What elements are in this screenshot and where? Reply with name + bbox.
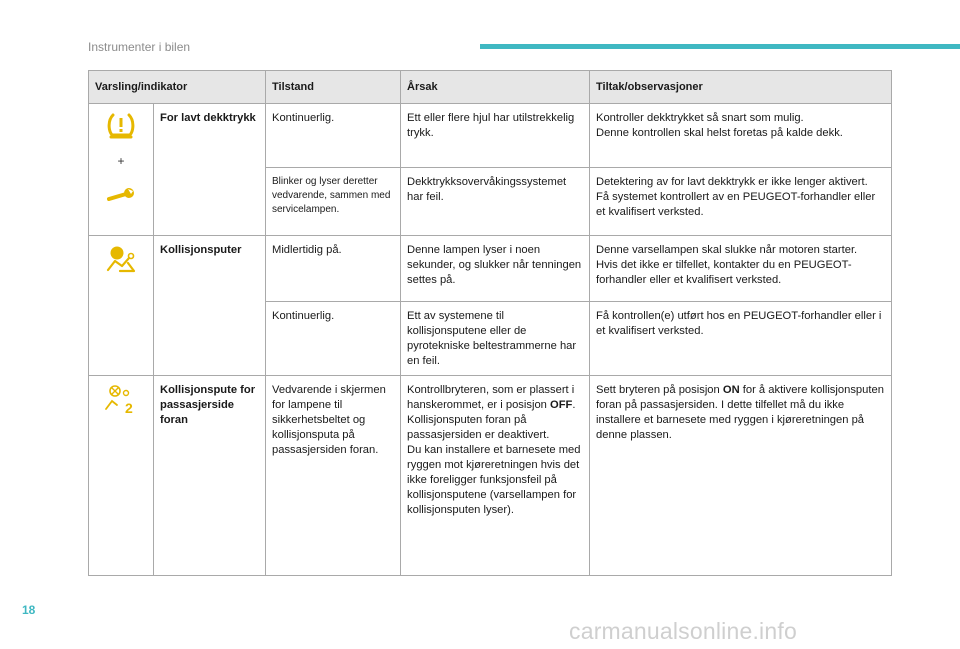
tpms-icon-cell xyxy=(89,104,154,236)
state-cell: Blinker og lyser deretter vedvarende, sammen med servicelampen. xyxy=(266,168,401,236)
table-row xyxy=(89,104,892,168)
table-row xyxy=(89,376,892,576)
action-cell xyxy=(590,302,892,376)
cause-cell: Ett av systemene til kollisjonsputene eller de pyrotekniske beltestrammerne har en feil. xyxy=(401,302,590,376)
action-line: Få systemet kontrollert av en PEUGEOT-forhandler eller et kvalifisert verksted. xyxy=(596,191,876,218)
passenger-airbag-icon-cell xyxy=(89,376,154,576)
action-cell xyxy=(590,104,892,168)
airbag-icon-cell xyxy=(89,236,154,376)
action-line: Detektering av for lavt dekktrykk er ikke lenger aktivert. xyxy=(596,176,868,188)
action-cell xyxy=(590,168,892,236)
state-cell: Midlertidig på. xyxy=(266,236,401,302)
passenger-airbag-off-icon xyxy=(89,384,153,414)
column-header-action: Tiltak/observasjoner xyxy=(590,71,892,104)
action-cell xyxy=(590,376,892,576)
watermark: carmanualsonline.info xyxy=(569,618,797,644)
cause-line: Du kan installere et barnesete med ryggen mot kjøreretningen hvis det ikke foreligger funksjonsfeil på kollisjonsputene (varsellampen for kollisjonsputen lyser). xyxy=(407,444,581,516)
indicator-name-tpms: For lavt dekktrykk xyxy=(154,104,266,236)
column-header-cause: Årsak xyxy=(401,71,590,104)
cause-cell: Ett eller flere hjul har utilstrekkelig trykk. xyxy=(401,104,590,168)
section-accent-bar xyxy=(480,44,960,49)
table-row xyxy=(89,236,892,302)
tire-pressure-warning-icon xyxy=(89,112,153,140)
state-cell: Kontinuerlig. xyxy=(266,104,401,168)
action-line: Denne varsellampen skal slukke når motoren starter. xyxy=(596,244,858,256)
table-header-row xyxy=(89,71,892,104)
indicator-name-passenger-airbag: Kollisjonspute for passasjerside foran xyxy=(154,376,266,576)
column-header-indicator: Varsling/indikator xyxy=(89,71,266,104)
cause-text: . xyxy=(572,399,576,411)
page-number: 18 xyxy=(22,603,36,617)
indicator-name-airbags: Kollisjonsputer xyxy=(154,236,266,376)
state-cell: Vedvarende i skjermen for lampene til sikkerhetsbeltet og kollisjonsputa på passasjersiden foran. xyxy=(266,376,401,576)
airbag-icon xyxy=(89,244,153,274)
action-line: Få kontrollen(e) utført hos en PEUGEOT-forhandler eller i et kvalifisert verksted. xyxy=(596,310,882,337)
cause-cell: Denne lampen lyser i noen sekunder, og slukker når tenningen settes på. xyxy=(401,236,590,302)
cause-cell: Dekktrykksovervåkingssystemet har feil. xyxy=(401,168,590,236)
action-line xyxy=(596,383,885,443)
action-line: Kontroller dekktrykket så snart som mulig. xyxy=(596,112,804,124)
action-text: for å aktivere kollisjonsputen foran på passasjersiden. I dette tilfellet må du ikke installere et barnesete med ryggen i kjøreretningen på denne plassen. xyxy=(596,384,884,441)
section-title: Instrumenter i bilen xyxy=(88,40,191,54)
switch-position-off: OFF xyxy=(550,399,573,411)
cause-text: Kontrollbryteren, som er plassert i hanskerommet, er i posisjon xyxy=(407,384,575,411)
action-cell xyxy=(590,236,892,302)
action-line: Hvis det ikke er tilfellet, kontakter du en PEUGEOT-forhandler eller et kvalifisert verksted. xyxy=(596,259,852,286)
cause-cell xyxy=(401,376,590,576)
column-header-state: Tilstand xyxy=(266,71,401,104)
action-line: Denne kontrollen skal helst foretas på kalde dekk. xyxy=(596,127,843,139)
state-cell: Kontinuerlig. xyxy=(266,302,401,376)
warning-lights-table xyxy=(88,70,892,576)
cause-line: Kollisjonsputen foran på passasjersiden er deaktivert. xyxy=(407,414,550,441)
cause-line xyxy=(407,383,583,413)
svg-text:2: 2 xyxy=(125,400,133,414)
wrench-icon xyxy=(89,185,153,205)
switch-position-on: ON xyxy=(722,384,740,396)
icon-combination-plus: + xyxy=(117,154,125,168)
action-text: Sett bryteren på posisjon xyxy=(596,384,723,396)
